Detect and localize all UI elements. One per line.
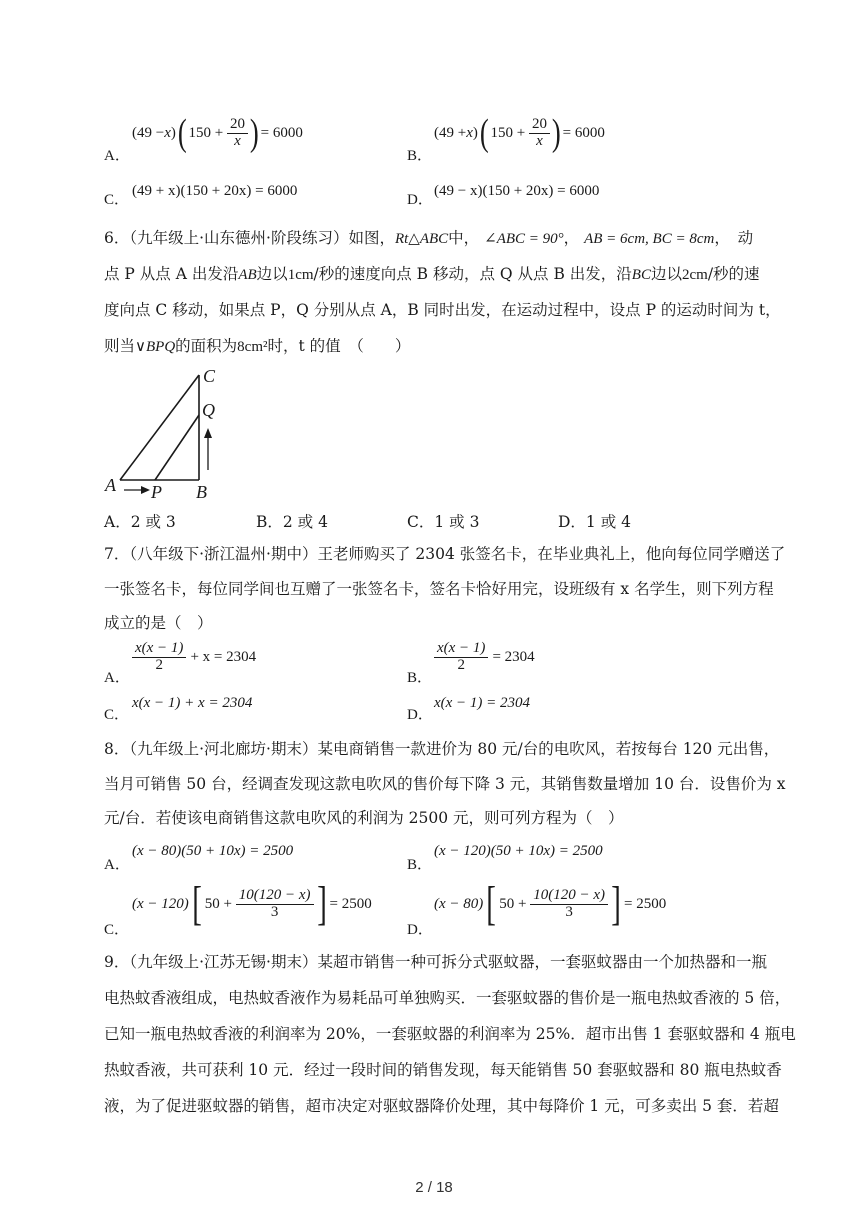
- arrow-up-icon: [204, 428, 212, 438]
- label-b: B: [196, 482, 207, 502]
- q6-line-4: 则当∨BPQ的面积为8cm²时，t 的值 （ ）: [104, 337, 411, 355]
- q7-line-3: 成立的是（ ）: [104, 614, 213, 632]
- label-q: Q: [202, 400, 215, 420]
- q7-option-a-expr: $\frac{x(x - 1)}{2}$ + x = 2304: [132, 641, 256, 674]
- q9-line-1: 9．（九年级上·江苏无锡·期末）某超市销售一种可拆分式驱蚊器，一套驱蚊器由一个加热器和一瓶: [104, 953, 767, 971]
- left-bracket: [: [191, 877, 202, 930]
- q8-option-d-label: D．: [407, 922, 433, 938]
- label-c: C: [203, 366, 216, 386]
- q9-line-3: 已知一瓶电热蚊香液的利润率为 20%，一套驱蚊器的利润率为 25%．超市出售 1 套驱蚊器和 4 瓶电: [104, 1025, 796, 1043]
- q5-b-pre: (49 +: [434, 124, 467, 141]
- q8-line-3: 元/台．若使该电商销售这款电吹风的利润为 2500 元，则可列方程为（ ）: [104, 809, 624, 827]
- q6-line-2: 点 P 从点 A 出发沿AB边以1cm/秒的速度向点 B 移动，点 Q 从点 B 出发，沿BC边以2cm/秒的速: [104, 265, 760, 283]
- q7-line-1: 7．（八年级下·浙江温州·期中）王老师购买了 2304 张签名卡，在毕业典礼上，他向每位同学赠送了: [104, 545, 786, 563]
- q7-option-c-expr: x(x − 1) + x = 2304: [132, 695, 253, 711]
- q8-c-frac: $\frac{10(120 - x)}{3}$: [236, 888, 314, 921]
- q7-option-d-expr: x(x − 1) = 2304: [434, 695, 531, 711]
- q6-option-a: A．2 或 3: [104, 513, 176, 531]
- q7-line-2: 一张签名卡，每位同学间也互赠了一张签名卡，签名卡恰好用完，设班级有 x 名学生，则下列方程: [104, 580, 774, 598]
- arrow-right-icon: [141, 486, 150, 494]
- q6-line-1: 6．（九年级上·山东德州·阶段练习）如图，Rt△ABC中， ∠ABC = 90°， AB = 6cm, BC = 8cm， 动: [104, 229, 754, 247]
- q5-a-post: = 6000: [260, 124, 303, 141]
- q5-a-mid: ): [170, 124, 176, 141]
- side-ac: [120, 375, 199, 480]
- q5-option-b-expr: (49 + x ) ( 150 + $\frac{20}{x}$ ) = 6000: [434, 112, 605, 154]
- q9-line-5: 液，为了促进驱蚊器的销售，超市决定对驱蚊器降价处理，其中每降价 1 元，可多卖出 5 套．若超: [104, 1097, 779, 1115]
- left-paren: (: [177, 112, 187, 154]
- q6-option-c: C．1 或 3: [407, 513, 480, 531]
- right-paren: ): [249, 112, 259, 154]
- q8-option-c-label: C．: [104, 922, 130, 938]
- left-bracket: [: [486, 877, 497, 930]
- q7-option-b-expr: $\frac{x(x - 1)}{2}$ = 2304: [434, 641, 535, 674]
- q5-option-a-label: A．: [104, 148, 130, 164]
- q9-line-4: 热蚊香液，共可获利 10 元．经过一段时间的销售发现，每天能销售 50 套驱蚊器和 80 瓶电热蚊香: [104, 1061, 782, 1079]
- right-bracket: ]: [316, 877, 327, 930]
- q7-a-frac: $\frac{x(x - 1)}{2}$: [132, 641, 186, 674]
- q8-option-a-expr: (x − 80)(50 + 10x) = 2500: [132, 843, 294, 859]
- q8-option-b-label: B．: [407, 857, 433, 873]
- q5-option-c-expr: (49 + x)(150 + 20x) = 6000: [132, 183, 298, 199]
- q8-option-b-expr: (x − 120)(50 + 10x) = 2500: [434, 843, 603, 859]
- q7-option-a-label: A．: [104, 670, 130, 686]
- q7-b-frac: $\frac{x(x - 1)}{2}$: [434, 641, 488, 674]
- q5-b-x: x: [466, 124, 473, 141]
- q5-a-pre: (49 −: [132, 124, 165, 141]
- page-number: 2 / 18: [415, 1179, 453, 1196]
- q6-option-d: D．1 或 4: [558, 513, 632, 531]
- q6-line-3: 度向点 C 移动，如果点 P，Q 分别从点 A，B 同时出发，在运动过程中，设点 P 的运动时间为 t，: [104, 301, 781, 319]
- q8-option-d-expr: (x − 80) [ 50 + $\frac{10(120 - x)}{3}$ ] = 2500: [434, 877, 667, 930]
- q9-line-2: 电热蚊香液组成，电热蚊香液作为易耗品可单独购买．一套驱蚊器的售价是一瓶电热蚊香液的 5 倍，: [104, 989, 791, 1007]
- q8-option-a-label: A．: [104, 857, 130, 873]
- q7-option-c-label: C．: [104, 707, 130, 723]
- q8-line-2: 当月可销售 50 台，经调查发现这款电吹风的售价每下降 3 元，其销售数量增加 10 台．设售价为 x: [104, 775, 786, 793]
- q5-b-frac: $\frac{20}{x}$: [529, 117, 550, 150]
- left-paren: (: [479, 112, 489, 154]
- q5-a-x: x: [164, 124, 171, 141]
- q5-option-b-label: B．: [407, 148, 433, 164]
- q7-option-b-label: B．: [407, 670, 433, 686]
- q8-option-c-expr: (x − 120) [ 50 + $\frac{10(120 - x)}{3}$ ] = 2500: [132, 877, 372, 930]
- q5-a-frac: $\frac{20}{x}$: [227, 117, 248, 150]
- right-bracket: ]: [611, 877, 621, 930]
- q8-d-frac: $\frac{10(120 - x)}{3}$: [530, 888, 608, 921]
- q5-option-a-expr: (49 − x ) ( 150 + $\frac{20}{x}$ ) = 6000: [132, 112, 303, 154]
- q7-option-d-label: D．: [407, 707, 433, 723]
- label-a: A: [105, 475, 116, 495]
- q5-b-post: = 6000: [562, 124, 605, 141]
- q6-triangle-figure: [100, 360, 240, 505]
- q6-option-b: B．2 或 4: [256, 513, 328, 531]
- label-p: P: [151, 482, 162, 502]
- q5-option-d-expr: (49 − x)(150 + 20x) = 6000: [434, 183, 600, 199]
- right-paren: ): [551, 112, 561, 154]
- q5-option-c-label: C．: [104, 192, 130, 208]
- q5-option-d-label: D．: [407, 192, 433, 208]
- q8-line-1: 8．（九年级上·河北廊坊·期末）某电商销售一款进价为 80 元/台的电吹风，若按每台 120 元出售，: [104, 740, 780, 758]
